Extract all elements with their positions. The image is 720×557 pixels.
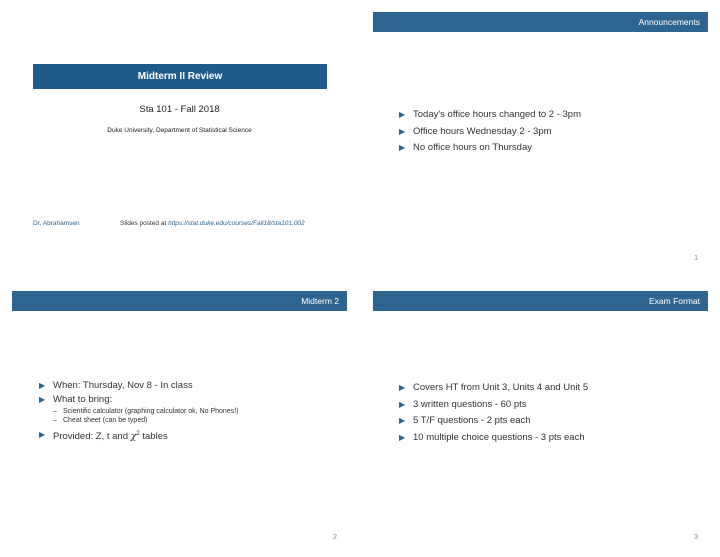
list-item: ▶ 3 written questions - 60 pts	[399, 398, 527, 410]
author: Dr. Abrahamsen	[33, 220, 80, 227]
course-name: Sta 101 - Fall 2018	[139, 104, 220, 115]
page-number: 3	[694, 534, 698, 541]
triangle-right-icon: ▶	[399, 126, 406, 136]
list-item: ▶ What to bring:	[39, 394, 113, 405]
slide-title: Midterm II Review	[33, 64, 327, 89]
slide-header: Announcements	[373, 12, 708, 32]
slide-header: Exam Format	[373, 291, 708, 311]
midterm2-slide	[12, 291, 347, 546]
bullet-list	[399, 109, 699, 159]
slides-link[interactable]: https://stat.duke.edu/courses/Fall18/sta101.002	[168, 220, 305, 227]
announcements-slide	[373, 12, 708, 267]
list-item: ▶ 5 T/F questions - 2 pts each	[399, 415, 531, 426]
bullet-list	[399, 382, 699, 448]
triangle-right-icon: ▶	[399, 110, 406, 119]
triangle-right-icon: ▶	[39, 430, 46, 439]
list-item: ▶ No office hours on Thursday	[399, 142, 532, 153]
sub-list-item: – Scientific calculator (graphing calculator ok, No Phones!)	[53, 408, 239, 415]
page-number: 2	[333, 534, 337, 541]
slides-note	[120, 220, 305, 227]
triangle-right-icon: ▶	[399, 399, 406, 409]
page-number: 1	[694, 255, 698, 262]
triangle-right-icon: ▶	[399, 383, 406, 392]
title-slide	[12, 12, 347, 267]
triangle-right-icon: ▶	[39, 395, 46, 404]
list-item: ▶ When: Thursday, Nov 8 - In class	[39, 380, 193, 391]
triangle-right-icon: ▶	[399, 416, 406, 425]
slide-header: Midterm 2	[12, 291, 347, 311]
triangle-right-icon: ▶	[399, 432, 406, 442]
list-item: ▶ Today's office hours changed to 2 - 3pm	[399, 109, 581, 120]
affiliation: Duke University, Department of Statistical Science	[107, 127, 252, 134]
list-item: ▶ Provided: Z, t and $\chi^2$ tables	[39, 430, 168, 443]
list-item: ▶ Office hours Wednesday 2 - 3pm	[399, 125, 552, 137]
exam-format-slide	[373, 291, 708, 546]
triangle-right-icon: ▶	[39, 381, 46, 390]
list-item: ▶ 10 multiple choice questions - 3 pts each	[399, 431, 585, 443]
bullet-list	[39, 380, 339, 448]
list-item: ▶ Covers HT from Unit 3, Units 4 and Unit 5	[399, 382, 589, 393]
sub-list-item: – Cheat sheet (can be typed)	[53, 417, 148, 424]
slides-note-prefix: Slides posted at	[120, 220, 167, 227]
triangle-right-icon: ▶	[399, 143, 406, 152]
